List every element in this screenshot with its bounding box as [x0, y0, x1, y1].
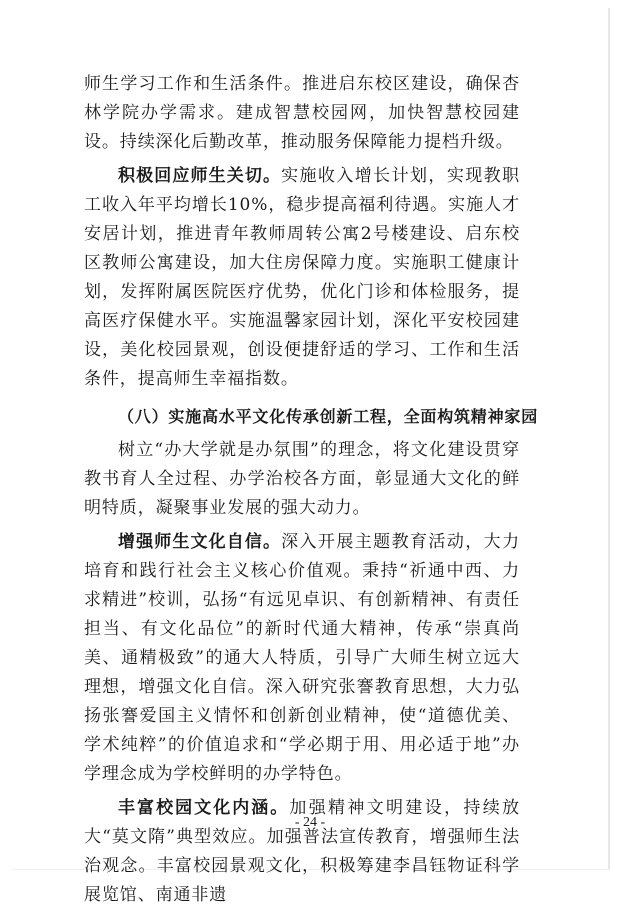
paragraph-text: 树立“办大学就是办氛围”的理念，将文化建设贯穿教书育人全过程、办学治校各方面，彰显通大文化的鲜明特质，凝聚事业发展的强大动力。: [84, 440, 520, 518]
paragraph-lead: 积极回应师生关切。: [118, 166, 282, 186]
paragraph-text: 师生学习工作和生活条件。推进启东校区建设，确保杏林学院办学需求。建成智慧校园网，加快智慧校园建设。持续深化后勤改革，推动服务保障能力提档升级。: [84, 74, 520, 152]
paragraph-lead: 增强师生文化自信。: [118, 532, 282, 552]
paragraph-text: 实施收入增长计划，实现教职工收入年平均增长10%，稳步提高福利待遇。实施人才安居计划，推进青年教师周转公寓2号楼建设、启东校区教师公寓建设，加大住房保障力度。实施职工健康计划，发挥附属医院医疗优势，优化门诊和体检服务，提高医疗保健水平。实施温馨家园计划，深化平安校园建设，美化校园景观，创设便捷舒适的学习、工作和生活条件，提高师生幸福指数。: [84, 166, 521, 389]
document-body: [84, 70, 539, 910]
page-number: - 24 -: [294, 815, 326, 830]
paragraph-staff-care: [84, 162, 520, 394]
paragraph-lead: 丰富校园文化内涵。: [118, 798, 290, 818]
paragraph-cultural-confidence: [84, 528, 520, 789]
paragraph-campus-conditions: [84, 70, 520, 157]
paragraph-text: 加强精神文明建设，持续放大“莫文隋”典型效应。加强普法宣传教育，增强师生法治观念。丰富校园景观文化，积极筹建李昌钰物证科学展览馆、南通非遗: [84, 798, 520, 905]
paragraph-text: 深入开展主题教育活动，大力培育和践行社会主义核心价值观。秉持“祈通中西、力求精进”校训，弘扬“有远见卓识、有创新精神、有责任担当、有文化品位”的新时代通大精神，传承“崇真尚美、通精极致”的通大人特质，引导广大师生树立远大理想，增强文化自信。深入研究张謇教育思想，大力弘扬张謇爱国主义情怀和创新创业精神，使“道德优美、学术纯粹”的价值追求和“学必期于用、用必适于地”办学理念成为学校鲜明的办学特色。: [84, 532, 521, 784]
section-heading: （八）实施高水平文化传承创新工程，全面构筑精神家园: [118, 407, 539, 426]
paragraph-culture-intro: [84, 436, 520, 523]
paragraph-campus-culture: [84, 794, 520, 910]
